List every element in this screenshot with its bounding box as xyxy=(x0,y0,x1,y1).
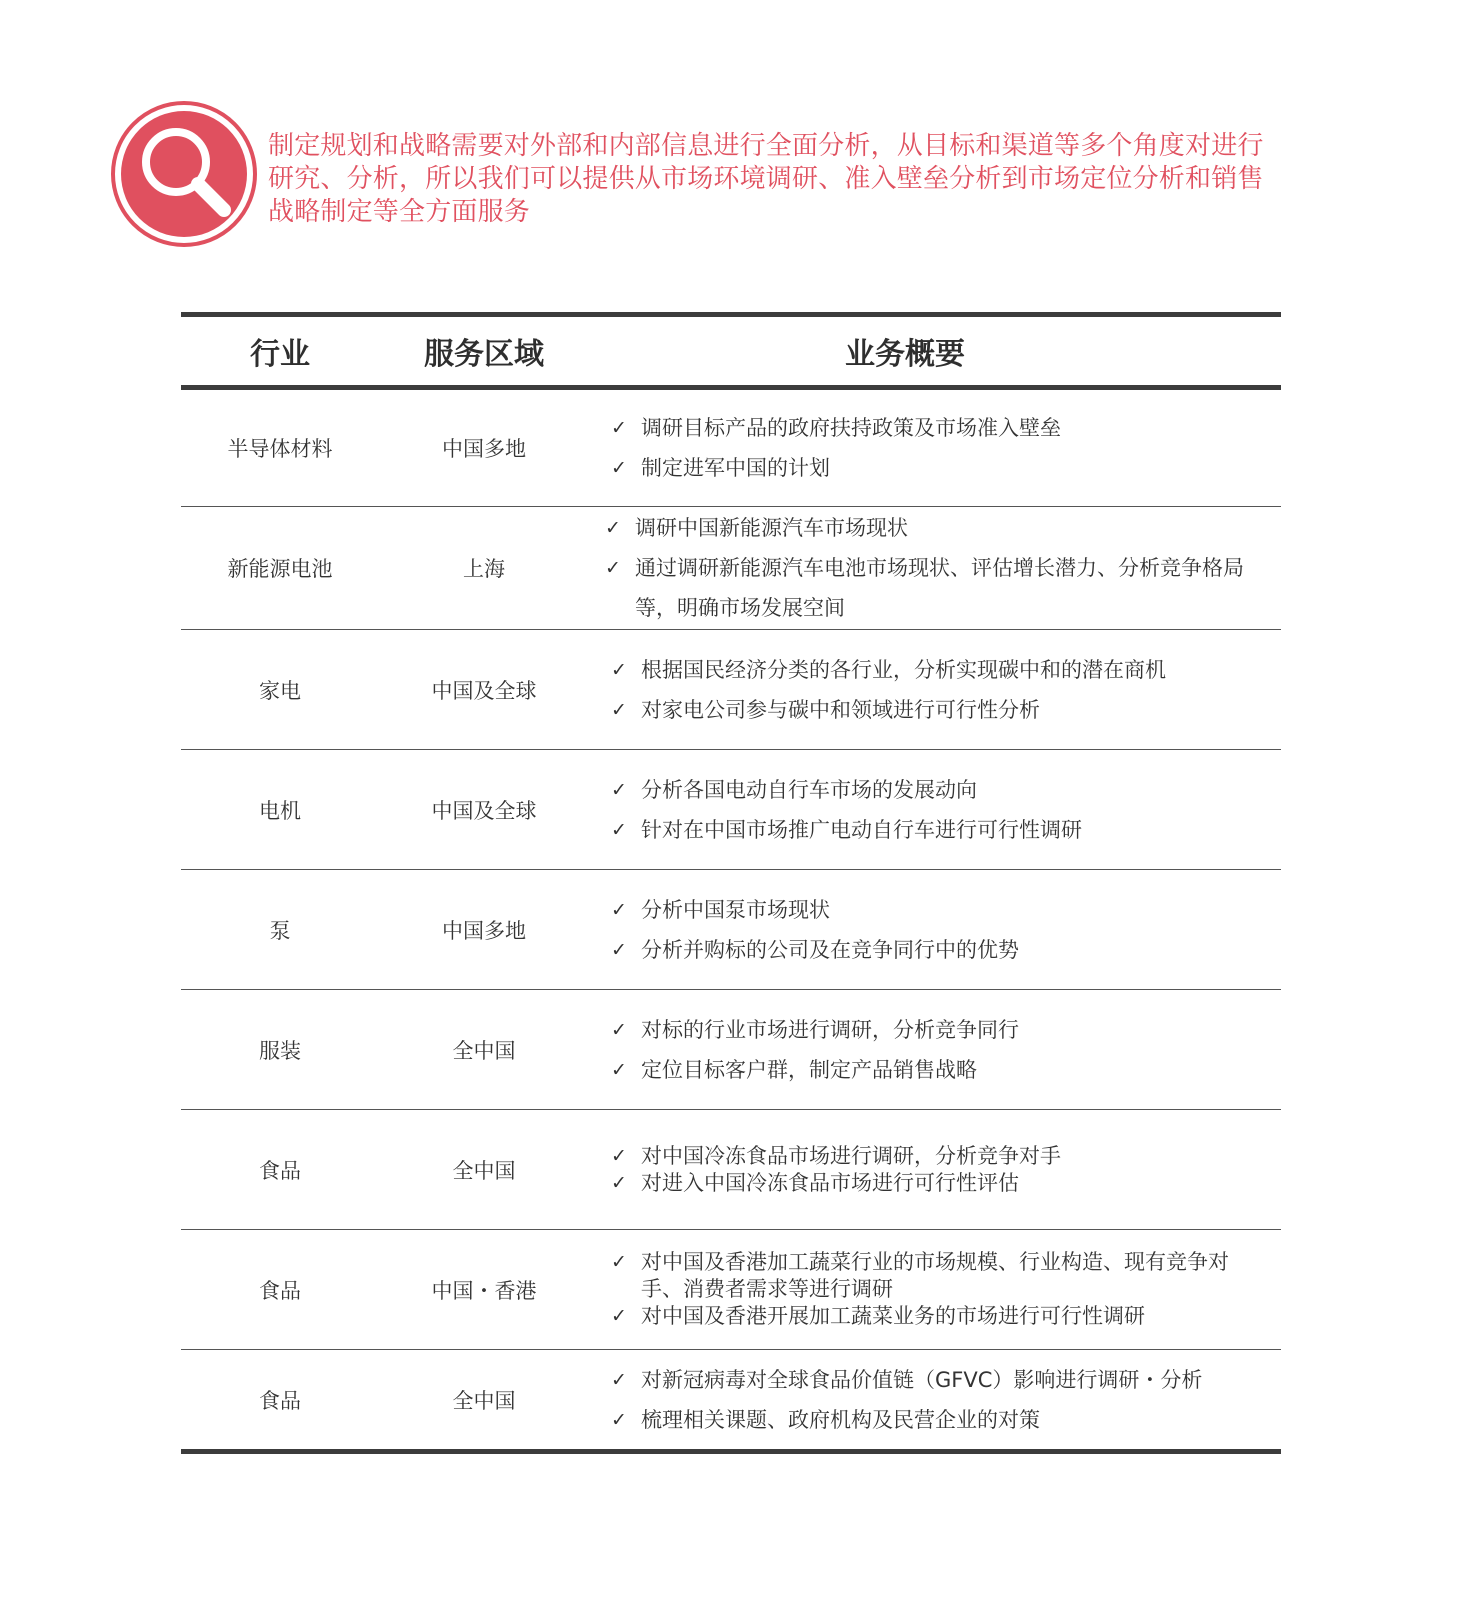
table-row xyxy=(181,1230,1281,1350)
search-icon xyxy=(110,100,258,248)
check-icon: ✓ xyxy=(611,698,627,721)
check-icon: ✓ xyxy=(611,1171,627,1194)
region-cell: 上海 xyxy=(463,557,505,581)
summary-item: ✓ 对中国及香港开展加工蔬菜业务的市场进行可行性调研 xyxy=(611,1304,1145,1328)
table-row xyxy=(181,990,1281,1110)
industry-cell: 食品 xyxy=(259,1278,301,1303)
header-industry: 行业 xyxy=(250,337,310,372)
summary-cell xyxy=(589,770,1281,850)
intro-description: 制定规划和战略需要对外部和内部信息进行全面分析，从目标和渠道等多个角度对进行研究、分析，所以我们可以提供从市场环境调研、准入壁垒分析到市场定位分析和销售战略制定等全方面服务 xyxy=(268,131,1264,227)
summary-item: ✓ 定位目标客户群，制定产品销售战略 xyxy=(611,1050,1269,1090)
check-icon: ✓ xyxy=(605,557,621,579)
check-icon: ✓ xyxy=(611,417,627,439)
check-icon: ✓ xyxy=(611,898,627,921)
summary-cell xyxy=(589,1360,1281,1440)
check-icon: ✓ xyxy=(611,938,627,961)
summary-item: ✓ 调研目标产品的政府扶持政策及市场准入壁垒 xyxy=(611,408,1269,448)
table-row xyxy=(181,630,1281,750)
check-icon: ✓ xyxy=(611,1251,627,1273)
region-cell: 全中国 xyxy=(452,1038,516,1063)
check-icon: ✓ xyxy=(611,818,627,841)
summary-cell xyxy=(589,890,1281,970)
intro-section xyxy=(110,100,1310,250)
summary-cell xyxy=(589,508,1281,628)
check-icon: ✓ xyxy=(611,457,627,479)
industry-cell: 食品 xyxy=(259,1388,301,1413)
summary-item: ✓ 梳理相关课题、政府机构及民营企业的对策 xyxy=(611,1400,1269,1440)
region-cell: 全中国 xyxy=(452,1158,516,1183)
region-cell: 中国・香港 xyxy=(431,1278,537,1303)
table-row xyxy=(181,507,1281,630)
summary-item: ✓ 分析各国电动自行车市场的发展动向 xyxy=(611,770,1269,810)
header-region: 服务区域 xyxy=(424,337,544,372)
summary-item: ✓ 分析中国泵市场现状 xyxy=(611,890,1269,930)
region-cell: 中国及全球 xyxy=(431,798,537,823)
region-cell: 中国及全球 xyxy=(431,678,537,703)
check-icon: ✓ xyxy=(611,1018,627,1041)
summary-item: ✓ 针对在中国市场推广电动自行车进行可行性调研 xyxy=(611,810,1269,850)
header-summary: 业务概要 xyxy=(845,337,965,372)
check-icon: ✓ xyxy=(605,517,621,539)
summary-cell xyxy=(589,1249,1281,1330)
table-row xyxy=(181,1350,1281,1454)
check-icon: ✓ xyxy=(611,1408,627,1431)
summary-item: ✓ 对中国及香港加工蔬菜行业的市场规模、行业构造、现有竞争对手、消费者需求等进行调研 xyxy=(611,1250,1229,1301)
summary-item: ✓ 对家电公司参与碳中和领域进行可行性分析 xyxy=(611,690,1269,730)
check-icon: ✓ xyxy=(611,1144,627,1167)
check-icon: ✓ xyxy=(611,1058,627,1081)
summary-item: ✓ 分析并购标的公司及在竞争同行中的优势 xyxy=(611,930,1269,970)
table-header-row xyxy=(181,317,1281,385)
table-row xyxy=(181,750,1281,870)
table-row xyxy=(181,1110,1281,1230)
summary-item: ✓ 对标的行业市场进行调研，分析竞争同行 xyxy=(611,1010,1269,1050)
service-table xyxy=(181,312,1281,1454)
region-cell: 中国多地 xyxy=(442,437,526,461)
summary-item: ✓ 制定进军中国的计划 xyxy=(611,448,1269,488)
summary-cell xyxy=(589,1010,1281,1090)
industry-cell: 电机 xyxy=(259,798,301,823)
industry-cell: 新能源电池 xyxy=(227,557,333,581)
check-icon: ✓ xyxy=(611,1305,627,1327)
summary-cell xyxy=(589,408,1281,488)
summary-cell xyxy=(589,650,1281,730)
industry-cell: 泵 xyxy=(269,918,291,943)
industry-cell: 服装 xyxy=(259,1038,301,1063)
check-icon: ✓ xyxy=(611,778,627,801)
table-row xyxy=(181,870,1281,990)
table-row xyxy=(181,390,1281,507)
industry-cell: 家电 xyxy=(259,678,301,703)
summary-item: ✓ 对中国冷冻食品市场进行调研，分析竞争对手 xyxy=(611,1143,1061,1168)
industry-cell: 食品 xyxy=(259,1158,301,1183)
industry-cell: 半导体材料 xyxy=(227,437,333,461)
summary-item: ✓ 调研中国新能源汽车市场现状 xyxy=(605,508,1269,548)
summary-item: ✓ 通过调研新能源汽车电池市场现状、评估增长潜力、分析竞争格局等，明确市场发展空间 xyxy=(605,548,1269,628)
summary-item: ✓ 对新冠病毒对全球食品价值链（GFVC）影响进行调研・分析 xyxy=(611,1360,1269,1400)
region-cell: 全中国 xyxy=(452,1388,516,1413)
check-icon: ✓ xyxy=(611,658,627,681)
summary-item: ✓ 对进入中国冷冻食品市场进行可行性评估 xyxy=(611,1170,1019,1195)
region-cell: 中国多地 xyxy=(442,918,526,943)
summary-item: ✓ 根据国民经济分类的各行业，分析实现碳中和的潜在商机 xyxy=(611,650,1269,690)
summary-cell xyxy=(589,1143,1281,1197)
check-icon: ✓ xyxy=(611,1368,627,1391)
